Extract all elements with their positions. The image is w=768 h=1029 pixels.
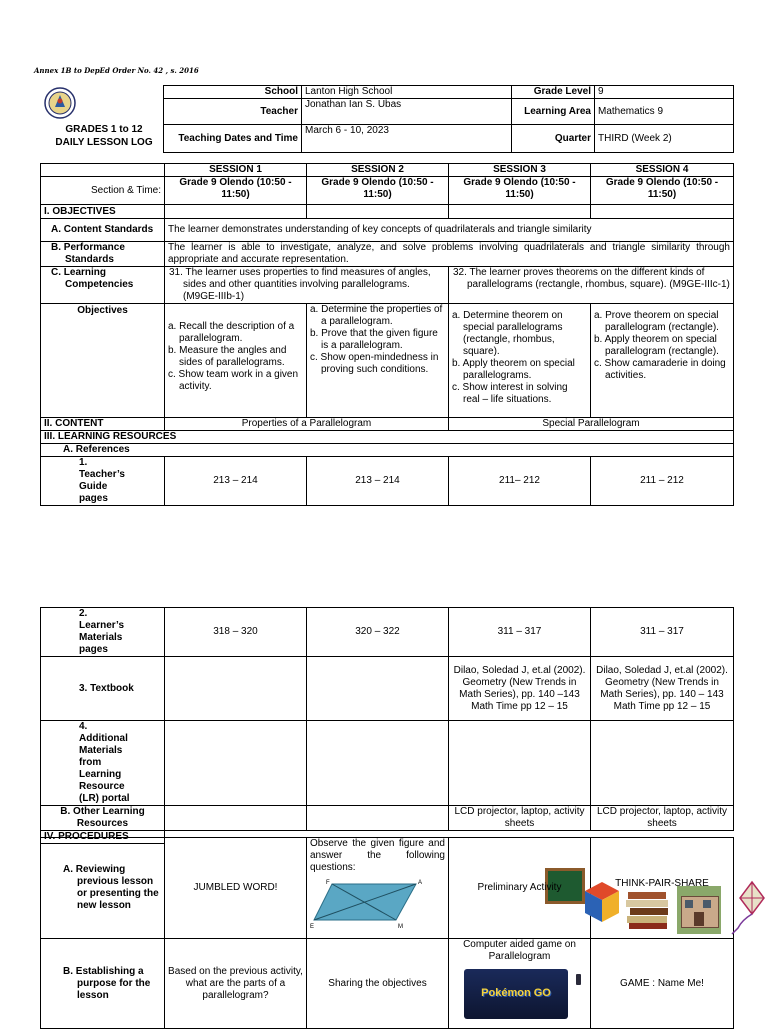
area-value: Mathematics 9: [595, 99, 734, 125]
teachers-guide-label: 1. Teacher’s Guide pages: [41, 457, 165, 506]
preliminary-activity-text: Preliminary Activity: [477, 882, 562, 893]
school-value: Lanton High School: [302, 86, 512, 99]
lm-pages-s3: 311 – 317: [449, 608, 591, 657]
proc-a-s2: [307, 838, 449, 939]
annex-note: Annex 1B to DepEd Order No. 42 , s. 2016: [34, 66, 199, 75]
objectives-s1: [165, 304, 307, 418]
proc-b-s3: [449, 939, 591, 1029]
tg-pages-s4: 211 – 212: [591, 457, 734, 506]
grade-label: Grade Level: [512, 86, 595, 99]
objective-item: a. Recall the description of a parallelogram.: [168, 321, 295, 344]
other-resources-s4: LCD projector, laptop, activity sheets: [591, 806, 734, 831]
references-label: A. References: [41, 444, 734, 457]
textbook-label: 3. Textbook: [41, 657, 165, 721]
vertex-label: A: [418, 880, 423, 886]
proc-b-s4: GAME : Name Me!: [591, 939, 734, 1029]
other-resources-label: B. Other Learning Resources: [41, 806, 165, 831]
grade-value: 9: [595, 86, 734, 99]
parallelogram-figure: [310, 878, 440, 930]
lm-pages-s4: 311 – 317: [591, 608, 734, 657]
session-1-header: SESSION 1: [165, 164, 307, 177]
area-label: Learning Area: [512, 99, 595, 125]
content-s1-s2: Properties of a Parallelogram: [165, 418, 449, 431]
content-heading: II. CONTENT: [41, 418, 165, 431]
objective-item: a. Determine theorem on special parallelograms (rectangle, rhombus, square).: [452, 310, 563, 357]
section-time-s4: Grade 9 Olendo (10:50 - 11:50): [591, 177, 734, 205]
proc-a-s3: [449, 838, 591, 939]
section-time-s2: Grade 9 Olendo (10:50 - 11:50): [307, 177, 449, 205]
objective-item: a. Prove theorem on special parallelogram (rectangle).: [594, 310, 719, 333]
think-pair-share-text: THINK-PAIR-SHARE: [615, 878, 709, 889]
other-resources-s3: LCD projector, laptop, activity sheets: [449, 806, 591, 831]
session-4-header: SESSION 4: [591, 164, 734, 177]
textbook-s4: Dilao, Soledad J, et.al (2002). Geometry (New Trends in Math Series), pp. 140 – 143 Math Time pp 12 – 15: [591, 657, 734, 721]
section-time-label: Section & Time:: [41, 177, 165, 205]
objective-item: c. Show open-mindedness in proving such conditions.: [310, 352, 439, 375]
objective-item: a. Determine the properties of a parallelogram.: [310, 304, 443, 327]
objective-item: b. Measure the angles and sides of parallelograms.: [168, 345, 287, 368]
tg-pages-s1: 213 – 214: [165, 457, 307, 506]
performance-standards-text: The learner is able to investigate, analyze, and solve problems involving quadrilaterals and triangle similarity through appropriate and accurate representation.: [165, 242, 734, 267]
books-image: [624, 888, 672, 930]
objective-item: c. Show team work in a given activity.: [168, 369, 299, 392]
vertex-label: E: [310, 924, 315, 930]
quarter-label: Quarter: [512, 125, 595, 153]
additional-materials-label: 4. Additional Materials from Learning Resource (LR) portal: [41, 721, 165, 806]
proc-b-label: B. Establishing a purpose for the lesson: [41, 939, 165, 1029]
objective-item: b. Prove that the given figure is a parallelogram.: [310, 328, 438, 351]
objectives-s3: [449, 304, 591, 418]
textbook-s3: Dilao, Soledad J, et.al (2002). Geometry (New Trends in Math Series), pp. 140 –143 Math Time pp 12 – 15: [449, 657, 591, 721]
lm-pages-s2: 320 – 322: [307, 608, 449, 657]
objective-item: c. Show camaraderie in doing activities.: [594, 358, 726, 381]
proc-a-label: A. Reviewing previous lesson or presenting the new lesson: [41, 838, 165, 939]
proc-b-s1: Based on the previous activity, what are the parts of a parallelogram?: [165, 939, 307, 1029]
lm-pages-s1: 318 – 320: [165, 608, 307, 657]
objectives-label: Objectives: [41, 304, 165, 418]
objective-item: b. Apply theorem on special parallelogram (rectangle).: [594, 334, 719, 357]
tg-pages-s2: 213 – 214: [307, 457, 449, 506]
section-time-s3: Grade 9 Olendo (10:50 - 11:50): [449, 177, 591, 205]
teacher-label: Teacher: [164, 99, 302, 125]
content-s3-s4: Special Parallelogram: [449, 418, 734, 431]
proc-b-s2: Sharing the objectives: [307, 939, 449, 1029]
objectives-s4: [591, 304, 734, 418]
title-line-2: DAILY LESSON LOG: [55, 136, 153, 148]
learners-materials-label: 2. Learner’s Materials pages: [41, 608, 165, 657]
session-3-header: SESSION 3: [449, 164, 591, 177]
content-standards-label: A. Content Standards: [41, 219, 165, 242]
lesson-table-part-1: [40, 163, 734, 506]
competencies-s1-s2: 31. The learner uses properties to find measures of angles, sides and other quantities involving parallelograms. (M9GE-IIIb-1): [165, 267, 449, 304]
quarter-value: THIRD (Week 2): [595, 125, 734, 153]
deped-seal-logo: [44, 87, 76, 119]
performance-standards-label: B. Performance Standards: [41, 242, 165, 267]
objective-item: c. Show interest in solving real – life situations.: [452, 382, 568, 405]
title-line-1: GRADES 1 to 12: [65, 124, 143, 135]
header-info-table: [163, 85, 734, 153]
dates-value: March 6 - 10, 2023: [302, 125, 512, 153]
proc-a-s1: JUMBLED WORD!: [165, 838, 307, 939]
competencies-s3-s4: 32. The learner proves theorems on the different kinds of parallelograms (rectangle, rhombus, square). (M9GE-IIIc-1): [449, 267, 734, 304]
session-2-header: SESSION 2: [307, 164, 449, 177]
procedures-table: [40, 837, 734, 1029]
vertex-label: M: [398, 924, 403, 930]
pokemon-go-logo: [464, 969, 568, 1019]
kite-image: [730, 880, 766, 936]
competencies-label: C. Learning Competencies: [41, 267, 165, 304]
pokemon-go-logo-text: Pokémon GO: [481, 987, 551, 1000]
section-time-s1: Grade 9 Olendo (10:50 - 11:50): [165, 177, 307, 205]
corner-cell: [41, 164, 165, 177]
objectives-heading: I. OBJECTIVES: [41, 205, 165, 219]
proc-a-s2-text: Observe the given figure and answer the following questions:: [310, 838, 445, 873]
resources-heading: III. LEARNING RESOURCES: [41, 431, 734, 444]
lesson-table-part-2: [40, 607, 734, 844]
proc-b-s3-text: Computer aided game on Parallelogram: [463, 939, 576, 962]
objective-item: b. Apply theorem on special parallelograms.: [452, 358, 575, 381]
teacher-value: Jonathan Ian S. Ubas: [302, 99, 512, 125]
mobile-phone-icon: [576, 974, 581, 985]
school-label: School: [164, 86, 302, 99]
dates-label: Teaching Dates and Time: [164, 125, 302, 153]
objectives-s2: [307, 304, 449, 418]
page-title: [44, 124, 164, 149]
school-building-image: [677, 886, 721, 934]
content-standards-text: The learner demonstrates understanding of key concepts of quadrilaterals and triangle similarity: [165, 219, 734, 242]
procedures-heading: IV. PROCEDURES: [41, 831, 165, 844]
vertex-label: F: [326, 880, 330, 886]
tg-pages-s3: 211– 212: [449, 457, 591, 506]
